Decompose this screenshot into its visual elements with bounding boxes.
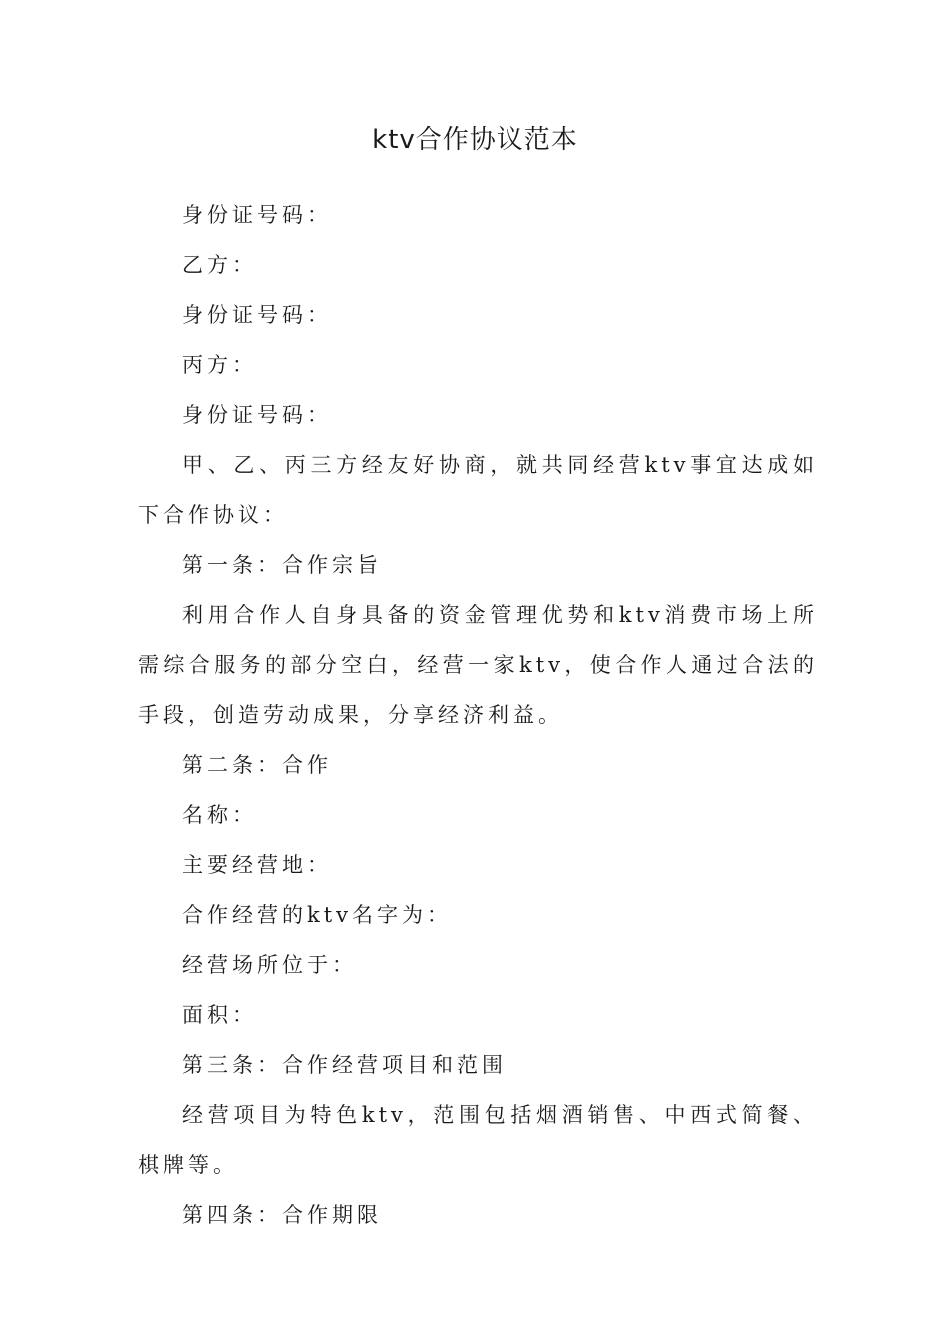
document-title: ktv合作协议范本 <box>372 125 578 155</box>
article-3-body: 经营项目为特色ktv，范围包括烟酒销售、中西式简餐、棋牌等。 <box>138 1103 818 1177</box>
article-1-heading: 第一条：合作宗旨 <box>182 553 382 577</box>
field-area: 面积： <box>182 1003 257 1027</box>
paragraph-id-number-3: 身份证号码： <box>182 403 332 427</box>
paragraph-party-b: 乙方： <box>182 253 257 277</box>
paragraph-id-number-1: 身份证号码： <box>182 203 332 227</box>
article-1-body: 利用合作人自身具备的资金管理优势和ktv消费市场上所需综合服务的部分空白，经营一家ktv，使合作人通过合法的手段，创造劳动成果，分享经济利益。 <box>138 603 818 727</box>
article-4-heading: 第四条：合作期限 <box>182 1203 382 1227</box>
field-ktv-name: 合作经营的ktv名字为： <box>182 903 453 927</box>
paragraph-id-number-2: 身份证号码： <box>182 303 332 327</box>
document-body <box>138 190 818 1240</box>
paragraph-party-c: 丙方： <box>182 353 257 377</box>
field-main-location: 主要经营地： <box>182 853 332 877</box>
paragraph-agreement-intro: 甲、乙、丙三方经友好协商，就共同经营ktv事宜达成如下合作协议： <box>138 453 818 527</box>
article-2-heading: 第二条：合作 <box>182 753 332 777</box>
article-3-heading: 第三条：合作经营项目和范围 <box>182 1053 507 1077</box>
field-name: 名称： <box>182 803 257 827</box>
field-venue-location: 经营场所位于： <box>182 953 357 977</box>
